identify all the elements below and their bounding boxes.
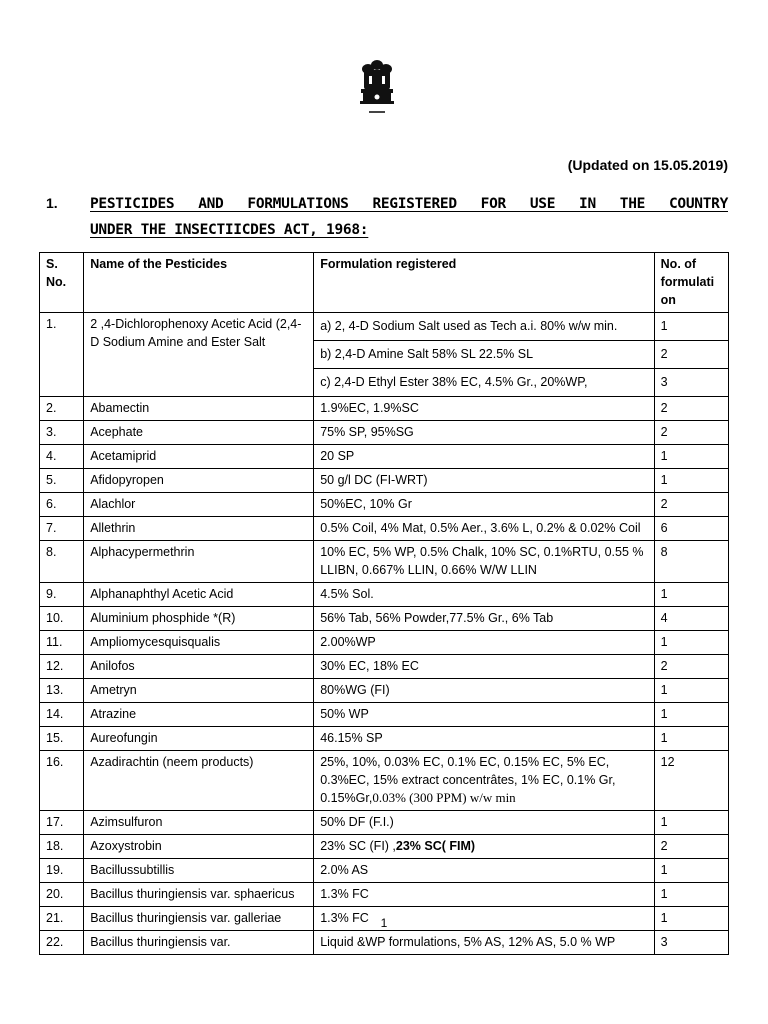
formulation-text: 10% EC, 5% WP, 0.5% Chalk, 10% SC, 0.1%RTU, 0.55 % LLIBN, 0.667% LLIN, 0.66% W/W LLIN [320, 545, 644, 577]
formulation-text: 46.15% SP [320, 731, 383, 745]
cell-count: 1 [654, 469, 728, 493]
cell-sno: 16. [40, 751, 84, 811]
table-row [40, 583, 729, 607]
cell-formulation [314, 469, 654, 493]
cell-name: Bacillussubtillis [84, 859, 314, 883]
page-number: 1 [380, 916, 388, 930]
cell-count: 2 [654, 835, 728, 859]
cell-sno: 10. [40, 607, 84, 631]
cell-name: 2 ,4-Dichlorophenoxy Acetic Acid (2,4-D Sodium Amine and Ester Salt [84, 313, 314, 397]
cell-sno: 11. [40, 631, 84, 655]
cell-formulation [314, 445, 654, 469]
table-header-row [40, 253, 729, 313]
table-row [40, 883, 729, 907]
cell-name: Ampliomycesquisqualis [84, 631, 314, 655]
cell-sno: 14. [40, 703, 84, 727]
cell-name: Azimsulfuron [84, 811, 314, 835]
formulation-bold-text: 23% SC( FIM) [395, 839, 476, 853]
cell-formulation: a) 2, 4-D Sodium Salt used as Tech a.i. 80% w/w min. [314, 313, 654, 341]
column-header-count: No. of formulati on [654, 253, 728, 313]
table-row [40, 607, 729, 631]
updated-date: (Updated on 15.05.2019) [567, 157, 728, 173]
cell-name: Bacillus thuringiensis var. [84, 931, 314, 955]
cell-name: Azoxystrobin [84, 835, 314, 859]
cell-count: 1 [654, 811, 728, 835]
cell-sno: 5. [40, 469, 84, 493]
pesticides-table [39, 252, 729, 955]
formulation-text: 50 g/l DC (FI-WRT) [320, 473, 428, 487]
cell-formulation [314, 607, 654, 631]
cell-count: 1 [654, 907, 728, 931]
heading-line-2-text: UNDER THE INSECTIICDES ACT, 1968: [90, 222, 369, 238]
table-row [40, 493, 729, 517]
heading-line-2 [90, 217, 728, 243]
cell-formulation [314, 397, 654, 421]
formulation-text: 75% SP, 95%SG [320, 425, 414, 439]
cell-sno: 12. [40, 655, 84, 679]
cell-count: 1 [654, 703, 728, 727]
cell-formulation [314, 931, 654, 955]
column-header-formulation: Formulation registered [314, 253, 654, 313]
cell-count: 3 [654, 369, 728, 397]
cell-count: 8 [654, 541, 728, 583]
formulation-text: 1.9%EC, 1.9%SC [320, 401, 419, 415]
column-header-name: Name of the Pesticides [84, 253, 314, 313]
cell-sno: 22. [40, 931, 84, 955]
cell-count: 1 [654, 631, 728, 655]
cell-count: 1 [654, 445, 728, 469]
table-row [40, 811, 729, 835]
table-row [40, 397, 729, 421]
cell-name: Aluminium phosphide *(R) [84, 607, 314, 631]
cell-sno: 20. [40, 883, 84, 907]
formulation-text: 2.0% AS [320, 863, 369, 877]
cell-count: 1 [654, 583, 728, 607]
cell-sno: 3. [40, 421, 84, 445]
cell-count: 1 [654, 883, 728, 907]
formulation-text: 30% EC, 18% EC [320, 659, 419, 673]
cell-sno: 8. [40, 541, 84, 583]
cell-formulation [314, 835, 654, 859]
cell-name: Atrazine [84, 703, 314, 727]
cell-name: Azadirachtin (neem products) [84, 751, 314, 811]
table-row [40, 931, 729, 955]
cell-name: Aureofungin [84, 727, 314, 751]
cell-formulation [314, 541, 654, 583]
formulation-text: 0.5% Coil, 4% Mat, 0.5% Aer., 3.6% L, 0.2% & 0.02% Coil [320, 521, 641, 535]
table-row [40, 679, 729, 703]
cell-name: Alphanaphthyl Acetic Acid [84, 583, 314, 607]
cell-formulation [314, 883, 654, 907]
cell-formulation [314, 679, 654, 703]
formulation-text: 50%EC, 10% Gr [320, 497, 412, 511]
formulation-text: 50% WP [320, 707, 369, 721]
cell-name: Alphacypermethrin [84, 541, 314, 583]
table-row [40, 655, 729, 679]
cell-formulation [314, 421, 654, 445]
table-row [40, 541, 729, 583]
cell-sno: 1. [40, 313, 84, 397]
cell-formulation [314, 751, 654, 811]
cell-name: Alachlor [84, 493, 314, 517]
cell-sno: 13. [40, 679, 84, 703]
cell-count: 1 [654, 313, 728, 341]
cell-sno: 4. [40, 445, 84, 469]
table-body [40, 313, 729, 955]
cell-name: Bacillus thuringiensis var. sphaericus [84, 883, 314, 907]
cell-name: Acephate [84, 421, 314, 445]
cell-count: 2 [654, 493, 728, 517]
cell-sno: 18. [40, 835, 84, 859]
cell-sno: 2. [40, 397, 84, 421]
cell-count: 6 [654, 517, 728, 541]
table-row [40, 469, 729, 493]
cell-formulation: b) 2,4-D Amine Salt 58% SL 22.5% SL [314, 341, 654, 369]
formulation-text: 2.00%WP [320, 635, 376, 649]
cell-sno: 6. [40, 493, 84, 517]
cell-count: 2 [654, 421, 728, 445]
column-header-sno: S. No. [40, 253, 84, 313]
cell-formulation [314, 517, 654, 541]
cell-name: Bacillus thuringiensis var. galleriae [84, 907, 314, 931]
cell-sno: 17. [40, 811, 84, 835]
cell-count: 1 [654, 859, 728, 883]
cell-name: Acetamiprid [84, 445, 314, 469]
formulation-text: 50% DF (F.I.) [320, 815, 394, 829]
table-row [40, 313, 729, 341]
cell-count: 2 [654, 341, 728, 369]
formulation-text: 25%, 10%, 0.03% EC, 0.1% EC, 0.15% EC, 5% EC, 0.3%EC, 15% extract concentrâtes, 1% EC, 0.1% Gr, 0.15%Gr, [320, 755, 616, 805]
formulation-text: Liquid &WP formulations, 5% AS, 12% AS, 5.0 % WP [320, 935, 616, 949]
cell-name: Abamectin [84, 397, 314, 421]
cell-sno: 7. [40, 517, 84, 541]
cell-sno: 21. [40, 907, 84, 931]
formulation-text: 4.5% Sol. [320, 587, 374, 601]
table-row [40, 751, 729, 811]
cell-name: Ametryn [84, 679, 314, 703]
cell-count: 2 [654, 397, 728, 421]
table-row [40, 835, 729, 859]
cell-sno: 19. [40, 859, 84, 883]
cell-formulation [314, 811, 654, 835]
heading-line-1: PESTICIDES AND FORMULATIONS REGISTERED FOR USE IN THE COUNTRY [90, 196, 728, 212]
formulation-tail-text: 0.03% (300 PPM) w/w min [372, 790, 516, 805]
cell-name: Afidopyropen [84, 469, 314, 493]
formulation-text: 1.3% FC [320, 887, 369, 901]
cell-formulation [314, 583, 654, 607]
table-row [40, 727, 729, 751]
table-row [40, 703, 729, 727]
cell-count: 3 [654, 931, 728, 955]
formulation-text: 23% SC (FI) , [320, 839, 396, 853]
table-row [40, 421, 729, 445]
formulation-text: 1.3% FC [320, 911, 369, 925]
section-heading [90, 191, 728, 243]
cell-formulation [314, 631, 654, 655]
cell-count: 1 [654, 727, 728, 751]
cell-sno: 9. [40, 583, 84, 607]
formulation-text: 56% Tab, 56% Powder,77.5% Gr., 6% Tab [320, 611, 554, 625]
cell-count: 12 [654, 751, 728, 811]
table-row [40, 517, 729, 541]
cell-formulation [314, 703, 654, 727]
cell-name: Allethrin [84, 517, 314, 541]
cell-count: 4 [654, 607, 728, 631]
national-emblem-icon [357, 58, 397, 120]
formulation-text: 80%WG (FI) [320, 683, 390, 697]
formulation-text: 20 SP [320, 449, 355, 463]
cell-formulation [314, 493, 654, 517]
cell-count: 1 [654, 679, 728, 703]
cell-formulation: c) 2,4-D Ethyl Ester 38% EC, 4.5% Gr., 20%WP, [314, 369, 654, 397]
cell-name: Anilofos [84, 655, 314, 679]
cell-sno: 15. [40, 727, 84, 751]
cell-count: 2 [654, 655, 728, 679]
cell-formulation [314, 727, 654, 751]
cell-formulation [314, 655, 654, 679]
table-row [40, 631, 729, 655]
cell-formulation [314, 859, 654, 883]
table-row [40, 859, 729, 883]
section-number: 1. [46, 195, 58, 211]
table-row [40, 445, 729, 469]
